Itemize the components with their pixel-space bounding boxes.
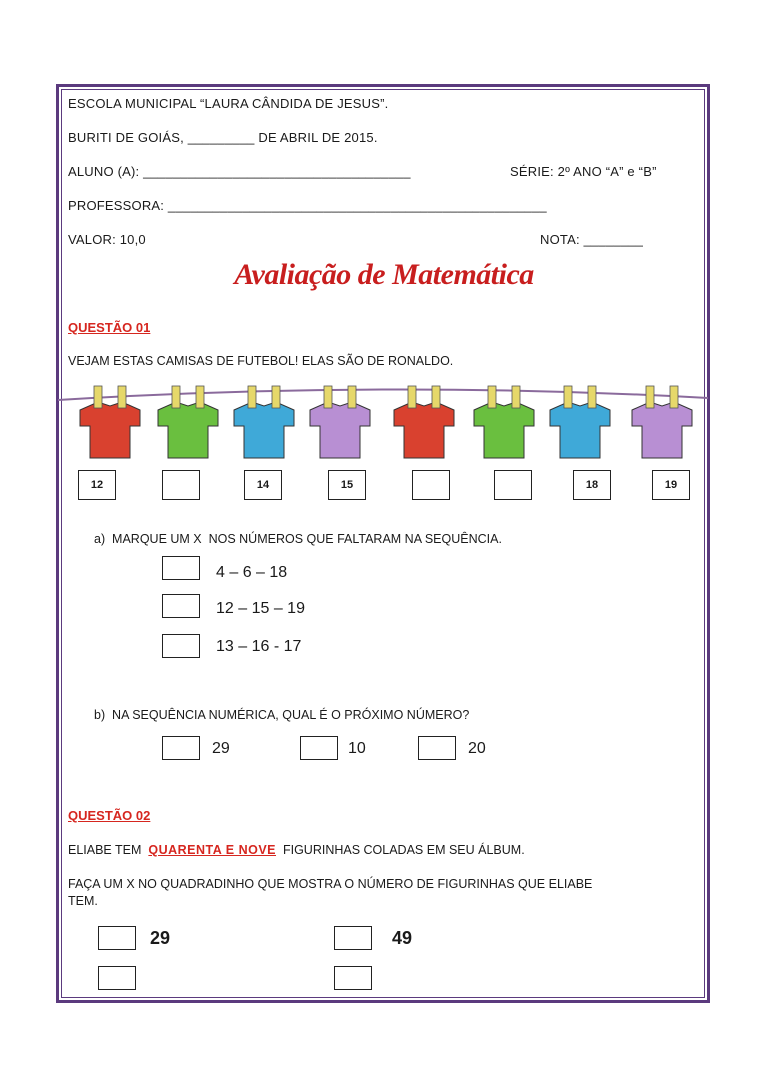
- clothespin: [348, 386, 356, 408]
- sequence-box-5[interactable]: [412, 470, 450, 500]
- q2-line1-post: FIGURINHAS COLADAS EM SEU ÁLBUM.: [276, 843, 525, 857]
- clothespin: [324, 386, 332, 408]
- question-1b-prompt: b) NA SEQUÊNCIA NUMÉRICA, QUAL É O PRÓXIMO NÚMERO?: [94, 708, 470, 722]
- q1a-checkbox-3[interactable]: [162, 634, 200, 658]
- sequence-box-6[interactable]: [494, 470, 532, 500]
- q1a-checkbox-2[interactable]: [162, 594, 200, 618]
- clothespin: [646, 386, 654, 408]
- student-field[interactable]: ALUNO (A): ____________________________________: [68, 164, 411, 179]
- q1b-checkbox-3[interactable]: [418, 736, 456, 760]
- q2-line1-pre: ELIABE TEM: [68, 843, 149, 857]
- clothespin: [248, 386, 256, 408]
- q1b-option-2: 10: [348, 740, 366, 757]
- q1b-checkbox-2[interactable]: [300, 736, 338, 760]
- q1a-checkbox-1[interactable]: [162, 556, 200, 580]
- q2-highlight-number-words: QUARENTA E NOVE: [148, 843, 277, 857]
- value-label: VALOR: 10,0: [68, 232, 146, 247]
- clothespin: [488, 386, 496, 408]
- shirt-6: [474, 386, 534, 458]
- q2-option-1: 29: [150, 928, 171, 948]
- question-2-line-3: TEM.: [68, 894, 98, 908]
- sequence-box-1[interactable]: 12: [78, 470, 116, 500]
- shirt-3: [234, 386, 294, 458]
- question-1-intro: VEJAM ESTAS CAMISAS DE FUTEBOL! ELAS SÃO DE RONALDO.: [68, 354, 454, 368]
- q2-checkbox-4[interactable]: [334, 966, 372, 990]
- clothespin: [512, 386, 520, 408]
- q2-option-2: 49: [392, 928, 413, 948]
- q1b-option-3: 20: [468, 740, 486, 757]
- question-2-line-2: FAÇA UM X NO QUADRADINHO QUE MOSTRA O NÚMERO DE FIGURINHAS QUE ELIABE: [68, 877, 593, 891]
- sequence-box-4[interactable]: 15: [328, 470, 366, 500]
- q1b-option-1: 29: [212, 740, 230, 757]
- sequence-box-7[interactable]: 18: [573, 470, 611, 500]
- clothespin: [172, 386, 180, 408]
- grade-field[interactable]: NOTA: ________: [540, 232, 644, 247]
- question-1a-prompt: a) MARQUE UM X NOS NÚMEROS QUE FALTARAM NA SEQUÊNCIA.: [94, 532, 502, 546]
- sequence-box-3[interactable]: 14: [244, 470, 282, 500]
- school-name: ESCOLA MUNICIPAL “LAURA CÂNDIDA DE JESUS”.: [68, 96, 389, 111]
- question-2-heading: QUESTÃO 02: [68, 808, 151, 823]
- clothespin: [408, 386, 416, 408]
- q1a-option-3: 13 – 16 - 17: [216, 638, 302, 655]
- clothespin: [118, 386, 126, 408]
- question-1-heading: QUESTÃO 01: [68, 320, 151, 335]
- series-label: SÉRIE: 2º ANO “A” e “B”: [510, 164, 657, 179]
- clothespin: [432, 386, 440, 408]
- shirt-2: [158, 386, 218, 458]
- clothespin: [196, 386, 204, 408]
- city-date: BURITI DE GOIÁS, _________ DE ABRIL DE 2015.: [68, 130, 378, 145]
- q2-checkbox-2[interactable]: [334, 926, 372, 950]
- page-title: Avaliação de Matemática: [234, 258, 534, 291]
- clothespin: [564, 386, 572, 408]
- clothesline-rope: [58, 389, 708, 400]
- shirt-5: [394, 386, 454, 458]
- clothespin: [670, 386, 678, 408]
- clothespin: [272, 386, 280, 408]
- sequence-box-8[interactable]: 19: [652, 470, 690, 500]
- sequence-box-2[interactable]: [162, 470, 200, 500]
- shirt-7: [550, 386, 610, 458]
- clothespin: [94, 386, 102, 408]
- clothesline-illustration: [58, 370, 708, 465]
- q2-checkbox-3[interactable]: [98, 966, 136, 990]
- clothespin: [588, 386, 596, 408]
- q2-checkbox-1[interactable]: [98, 926, 136, 950]
- q1a-option-1: 4 – 6 – 18: [216, 564, 288, 581]
- q1a-option-2: 12 – 15 – 19: [216, 600, 305, 617]
- q1b-checkbox-1[interactable]: [162, 736, 200, 760]
- shirt-4: [310, 386, 370, 458]
- question-2-line-1: [68, 843, 525, 857]
- teacher-field[interactable]: PROFESSORA: ___________________________________________________: [68, 198, 547, 213]
